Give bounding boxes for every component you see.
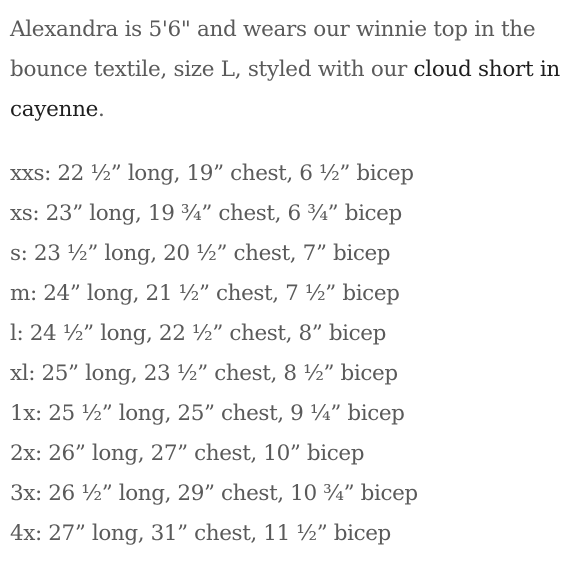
size-row-2x: 2x: 26” long, 27” chest, 10” bicep bbox=[10, 441, 365, 466]
size-row-xl: xl: 25” long, 23 ½” chest, 8 ½” bicep bbox=[10, 361, 398, 386]
size-row-xxs: xxs: 22 ½” long, 19” chest, 6 ½” bicep bbox=[10, 161, 414, 186]
size-measurements-list bbox=[10, 154, 570, 554]
intro-period: . bbox=[98, 97, 105, 122]
size-row-4x: 4x: 27” long, 31” chest, 11 ½” bicep bbox=[10, 521, 391, 546]
size-row-3x: 3x: 26 ½” long, 29” chest, 10 ¾” bicep bbox=[10, 481, 418, 506]
size-row-s: s: 23 ½” long, 20 ½” chest, 7” bicep bbox=[10, 241, 391, 266]
intro-text: Alexandra is 5'6" and wears our winnie top in the bounce textile, size L, styled with our bbox=[10, 17, 536, 82]
size-row-l: l: 24 ½” long, 22 ½” chest, 8” bicep bbox=[10, 321, 386, 346]
size-row-1x: 1x: 25 ½” long, 25” chest, 9 ¼” bicep bbox=[10, 401, 405, 426]
model-fit-description bbox=[10, 10, 570, 130]
cloud-short-link[interactable]: cloud short in cayenne bbox=[10, 57, 560, 122]
size-row-m: m: 24” long, 21 ½” chest, 7 ½” bicep bbox=[10, 281, 400, 306]
size-row-xs: xs: 23” long, 19 ¾” chest, 6 ¾” bicep bbox=[10, 201, 402, 226]
